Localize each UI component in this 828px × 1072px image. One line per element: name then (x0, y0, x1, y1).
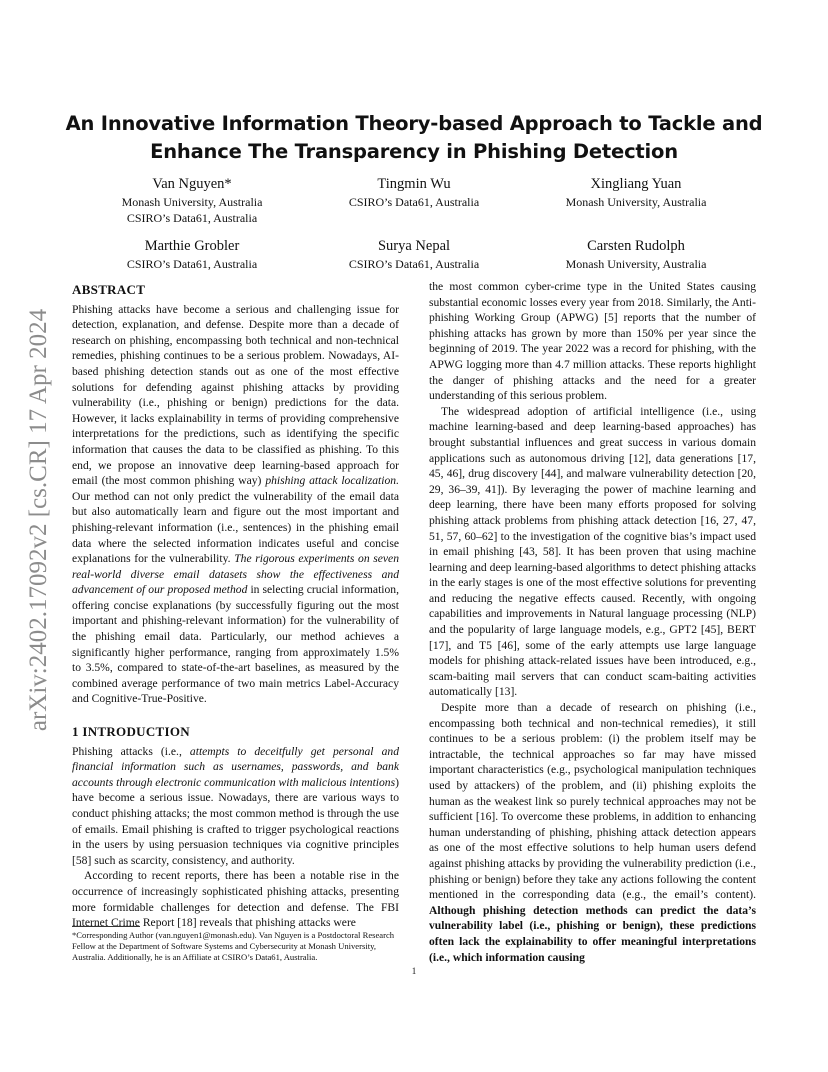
paper-title: An Innovative Information Theory-based Approach to Tackle and Enhance The Transparency in Phishing Detection (65, 112, 763, 163)
author-name: Xingliang Yuan (590, 176, 682, 192)
left-column (72, 282, 399, 931)
author-name: Marthie Grobler (144, 238, 240, 254)
footnote-divider (72, 926, 140, 927)
intro-paragraph: According to recent reports, there has been a notable rise in the occurrence of increasingly sophisticated phishing attacks, presenting more formidable challenges for detection and defense. The FBI Internet Crime Report [18] reveals that phishing attacks were (72, 869, 399, 930)
author-affiliation: CSIRO’s Data61, Australia (126, 211, 258, 225)
author-block (72, 236, 312, 272)
author-name: Tingmin Wu (377, 176, 451, 192)
arxiv-identifier: arXiv:2402.17092v2 [cs.CR] 17 Apr 2024 (25, 308, 52, 732)
author-block (294, 174, 534, 210)
author-affiliation: Monash University, Australia (121, 195, 263, 209)
author-block (72, 174, 312, 226)
author-name: Van Nguyen* (152, 176, 232, 192)
author-affiliation: Monash University, Australia (565, 195, 707, 209)
author-affiliation: CSIRO’s Data61, Australia (348, 195, 480, 209)
intro-paragraph: the most common cyber-crime type in the United States causing substantial economic losses every year from 2018. Similarly, the Anti-phishing Working Group (APWG) [5] reports that the number of phishing attacks has grown by more than 150% per year since the beginning of 2019. The year 2022 was a record for phishing, with the APWG logging more than 4.7 million attacks. These reports highlight the danger of phishing attacks and the need for a greater understanding of this serious problem. (429, 280, 756, 403)
author-block (516, 174, 756, 210)
author-name: Carsten Rudolph (587, 238, 685, 254)
introduction-heading: 1 INTRODUCTION (72, 724, 190, 740)
abstract-heading: ABSTRACT (72, 282, 146, 297)
abstract-text: Phishing attacks have become a serious and challenging issue for detection, explanation, and defense. Despite more than a decade of research on phishing, encompassing both technical and non-technical remedies, phishing continues to be a serious problem. Nowadays, AI-based phishing detection stands out as one of the most effective solutions for defending against phishing attacks by providing vulnerability (i.e., phishing or benign) predictions for the data. However, it lacks explainability in terms of providing comprehensive interpretations for the predictions, such as identifying the specific information that causes the data to be classified as phishing. To this end, we propose an innovative deep learning-based approach for email (the most common phishing way) phishing attack localization. Our method can not only predict the vulnerability of the email data but also automatically learn and figure out the most important and phishing-relevant information (i.e., sentences) in the phishing email data where the selected information indicates useful and concise explanations for the vulnerability. The rigorous experiments on seven real-world diverse email datasets show the effectiveness and advancement of our proposed method in selecting crucial information, offering concise explanations (by successfully figuring out the most important and phishing-relevant information) for the vulnerability of the phishing email data. Particularly, our method achieves a significantly higher performance, ranging from approximately 1.5% to 3.5%, compared to state-of-the-art baselines, as measured by the combined average performance of two main metrics Label-Accuracy and Cognitive-True-Positive. (72, 302, 400, 706)
right-column (429, 279, 756, 965)
page-number: 1 (411, 966, 417, 976)
author-name: Surya Nepal (377, 238, 451, 254)
intro-paragraph: The widespread adoption of artificial intelligence (i.e., using machine learning-based and deep learning-based approaches) has brought substantial influences and great success in various domain applications such as autonomous driving [12], data generations [17, 45, 46], drug discovery [44], and malware vulnerability detection [20, 29, 36–39, 41]). By leveraging the power of machine learning and deep learning, there have been many efforts proposed for solving phishing attack problems from phishing attack detection [16, 27, 47, 51, 57, 60–62] to the investigation of the cognitive bias’s impact used in email phishing [43, 58]. It has been proven that using machine learning and deep learning-based algorithms to detect phishing attacks in the early stages is one of the most effective solutions for preventing and reducing the negative effects caused. Recently, with ongoing capabilities and improvements in Natural language processing (NLP) and the popularity of large language models, e.g., GPT2 [45], BERT [17], and T5 [46], some of the early attempts use large language models for phishing attack-related issues have been introduced, e.g., scam-baiting mail servers that can conduct scam-baiting activities automatically [13]. (429, 404, 756, 699)
author-block (294, 236, 534, 272)
author-affiliation: CSIRO’s Data61, Australia (348, 257, 480, 271)
footnote: *Corresponding Author (van.nguyen1@monash.edu). Van Nguyen is a Postdoctoral Research Fellow at the Department of Software Systems and Cybersecurity at Monash University, Australia. Additionally, he is an Affiliate at CSIRO’s Data61, Australia. (72, 930, 395, 962)
author-block (516, 236, 756, 272)
intro-paragraph: Despite more than a decade of research on phishing (i.e., encompassing both technical and non-technical remedies), it still continues to be a serious problem: (i) the problem itself may be intractable, the technical approaches so far may have missed important characteristics (e.g., psychological manipulation techniques used by attackers) of the problem, and (ii) phishing exploits the human as the weakest link so purely technical approaches may not be sufficient [16]. To overcome these problems, in addition to enhancing human understanding of phishing, phishing attack detection appears as one of the most effective solutions to help human users defend against phishing attacks by providing the vulnerability prediction (i.e., phishing or benign) before they take any actions following the content mentioned in the corresponding data (e.g., the email’s content). Although phishing detection methods can predict the data’s vulnerability label (i.e., phishing or benign), these predictions often lack the explainability to offer meaningful interpretations (i.e., which information causing (429, 701, 756, 964)
intro-paragraph: Phishing attacks (i.e., attempts to deceitfully get personal and financial information such as usernames, passwords, and bank accounts through electronic communication with malicious intentions) have become a serious issue. Nowadays, there are various ways to conduct phishing attacks; the most common method is through the use of emails. Email phishing is crafted to trigger psychological reactions in the users by using persuasion techniques via cognitive principles [58] such as scarcity, consistency, and authority. (72, 744, 399, 867)
author-affiliation: CSIRO’s Data61, Australia (126, 257, 258, 271)
author-affiliation: Monash University, Australia (565, 257, 707, 271)
